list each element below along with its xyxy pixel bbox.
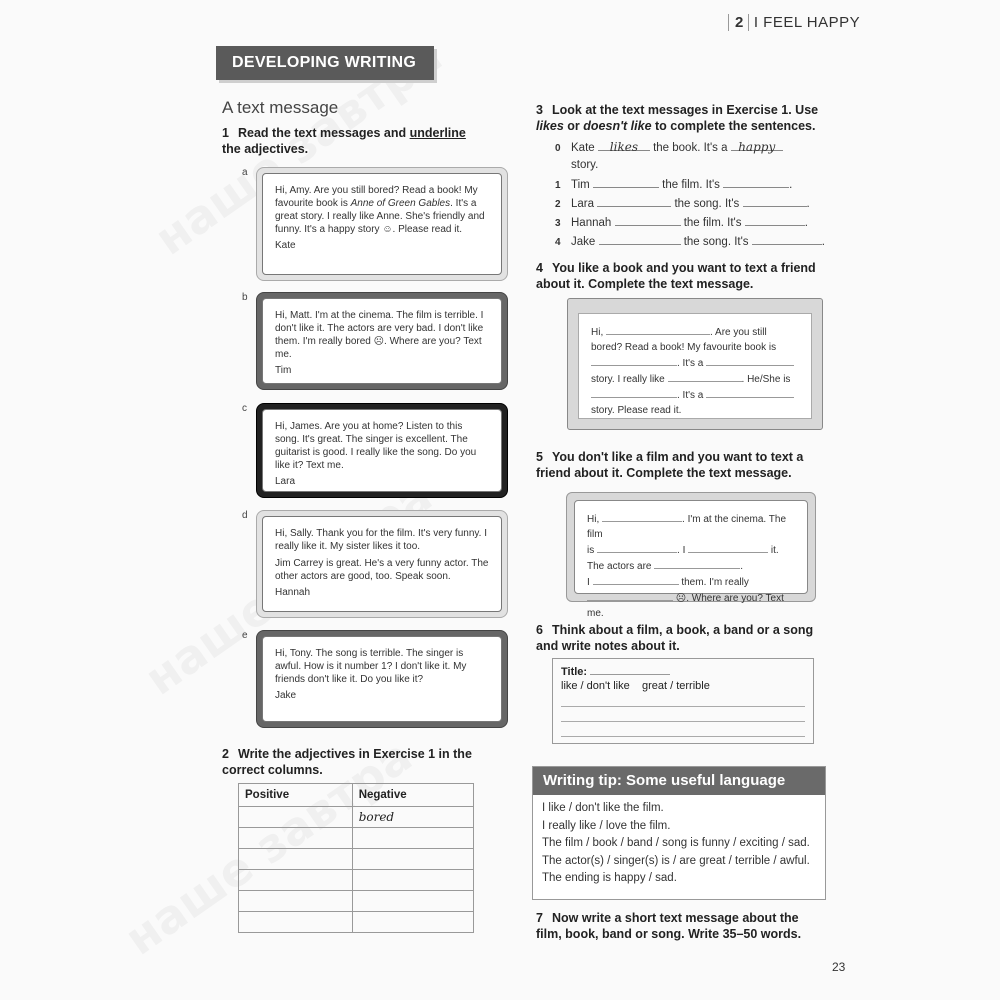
ex3-row-2: [555, 194, 810, 214]
msg-text: them. I'm really: [681, 577, 749, 588]
answer-blank[interactable]: [599, 232, 681, 245]
notes-box[interactable]: [552, 658, 814, 744]
example-answer: happy: [731, 138, 783, 151]
ex3-likes: likes: [536, 119, 564, 133]
ex4-text: You like a book and you want to text a friend about it. Complete the text message.: [536, 261, 816, 291]
ex1-number: 1: [222, 126, 229, 140]
ex5-text: You don't like a film and you want to text a friend about it. Complete the text message.: [536, 450, 804, 480]
ex7-number: 7: [536, 911, 543, 925]
ex7-text: Now write a short text message about the film, book, band or song. Write 35–50 words.: [536, 911, 802, 941]
ex5-instruction: [536, 449, 836, 481]
ex6-instruction: [536, 622, 836, 654]
message-text: Hi, Sally. Thank you for the film. It's very funny. I really like it. My sister likes it too.: [275, 528, 487, 552]
message-letter: a: [242, 167, 248, 178]
ex3-doesnt-like: doesn't like: [583, 119, 652, 133]
msg-text: . Are you still: [710, 327, 767, 338]
answer-blank[interactable]: [606, 324, 710, 335]
ex3-instruction: [536, 102, 836, 134]
ex2-instruction: [222, 746, 502, 778]
msg-text: story. Please read it.: [591, 405, 682, 416]
row-name: Kate: [571, 142, 595, 154]
answer-blank[interactable]: [602, 511, 682, 522]
msg-text: . It's a: [677, 358, 704, 369]
ex6-number: 6: [536, 623, 543, 637]
like-label: like / don't like: [561, 680, 630, 692]
table-cell[interactable]: [352, 849, 473, 870]
unit-header: [728, 14, 860, 31]
row-text: the book. It's a: [653, 142, 728, 154]
msg-text: bored? Read a book! My favourite book is: [591, 342, 777, 353]
row-number: 3: [555, 218, 561, 229]
ex7-instruction: [536, 910, 826, 942]
row-name: Tim: [571, 179, 590, 191]
answer-blank[interactable]: [745, 213, 805, 226]
row-end: .: [821, 236, 825, 248]
ex5-number: 5: [536, 450, 543, 464]
book-title: Anne of Green Gables: [350, 198, 451, 209]
message-signature: Hannah: [275, 587, 311, 598]
ex3-text: Look at the text messages in Exercise 1. Use: [552, 103, 819, 117]
great-label: great / terrible: [641, 680, 710, 692]
answer-blank[interactable]: [654, 558, 740, 569]
section-title: A text message: [222, 98, 339, 117]
ex3-number: 3: [536, 103, 543, 117]
row-text: the film. It's: [662, 179, 720, 191]
tip-line: The ending is happy / sad.: [542, 872, 677, 884]
row-number: 0: [555, 143, 561, 154]
adjectives-table: [238, 783, 474, 933]
unit-title: I FEEL HAPPY: [753, 14, 861, 31]
tip-line: The actor(s) / singer(s) is / are great / terrible / awful.: [542, 854, 810, 867]
message-d: [256, 510, 508, 618]
message-signature: Jake: [275, 690, 297, 701]
table-cell[interactable]: [352, 912, 473, 933]
msg-text: Hi,: [587, 514, 600, 525]
table-cell[interactable]: [239, 912, 353, 933]
msg-text: is: [587, 545, 595, 556]
message-e: [256, 630, 508, 728]
message-text: Hi, Matt. I'm at the cinema. The film is terrible. I don't like it. The actors are very bad. I don't like them. I'm really bored ☹. Where are you? Text me.: [275, 310, 484, 360]
row-name: Jake: [571, 236, 596, 248]
tip-lines: [542, 800, 822, 888]
message-signature: Kate: [275, 240, 296, 251]
message-signature: Tim: [275, 365, 292, 376]
ex3-row-0: [555, 138, 783, 158]
col-positive: Positive: [239, 784, 353, 807]
table-cell[interactable]: [239, 891, 353, 912]
example-answer: likes: [598, 138, 650, 151]
message-text: . It's a great story. I really like Anne. She's friendly and funny. It's a happy story ☺. Please read it.: [275, 198, 485, 235]
section-banner: DEVELOPING WRITING: [216, 46, 434, 80]
msg-text: Hi,: [591, 327, 604, 338]
ex4-device: [567, 298, 823, 430]
answer-blank[interactable]: [706, 355, 794, 366]
answer-blank[interactable]: [593, 574, 679, 585]
msg-text: . It's a: [677, 390, 704, 401]
answer-blank[interactable]: [752, 232, 822, 245]
answer-blank[interactable]: [706, 387, 794, 398]
message-letter: b: [242, 292, 248, 303]
answer-blank[interactable]: [743, 194, 807, 207]
answer-blank[interactable]: [590, 664, 670, 675]
tip-line: I like / don't like the film.: [542, 802, 664, 814]
row-end: .: [806, 198, 810, 210]
row-name: Lara: [571, 198, 595, 210]
msg-text: story. I really like: [591, 374, 665, 385]
answer-blank[interactable]: [597, 542, 677, 553]
ex5-phone: [566, 492, 816, 619]
table-cell[interactable]: [239, 870, 353, 891]
message-text: Hi, James. Are you at home? Listen to this song. It's great. The singer is excellent. The guitarist is good. I really like the song. Do you like it? Text me.: [275, 421, 477, 471]
ex4-instruction: [536, 260, 836, 292]
message-text: Hi, Amy. Are you still bored? Read a book! My favourite book is: [275, 185, 478, 209]
message-c: [256, 403, 508, 498]
col-negative: Negative: [352, 784, 473, 807]
tip-line: I really like / love the film.: [542, 819, 671, 832]
table-cell[interactable]: [239, 849, 353, 870]
msg-text: . I: [677, 545, 686, 556]
message-letter: e: [242, 630, 248, 641]
msg-text: ☹. Where are you? Text me.: [587, 593, 784, 619]
answer-blank[interactable]: [688, 542, 768, 553]
ex1-instruction: [222, 125, 482, 157]
ex3-row-4: [555, 232, 825, 252]
table-cell[interactable]: [352, 828, 473, 849]
row-number: 4: [555, 237, 561, 248]
msg-text: I: [587, 577, 590, 588]
ex3-row-0-end: story.: [571, 159, 599, 171]
answer-blank[interactable]: [591, 355, 677, 366]
msg-text: The actors are: [587, 561, 652, 572]
row-text: the song. It's: [674, 198, 740, 210]
row-end: .: [804, 217, 808, 229]
ex6-text: Think about a film, a book, a band or a song and write notes about it.: [536, 623, 814, 653]
ex1-text-after: the adjectives.: [222, 142, 309, 156]
ex4-number: 4: [536, 261, 543, 275]
ex1-underlined: underline: [409, 126, 466, 140]
table-cell[interactable]: [239, 828, 353, 849]
table-cell[interactable]: [352, 870, 473, 891]
answer-blank[interactable]: [615, 213, 681, 226]
row-number: 2: [555, 199, 561, 210]
table-cell[interactable]: [239, 807, 353, 828]
msg-text: . I'm at the cinema. The film: [587, 514, 787, 540]
message-a: [256, 167, 508, 281]
row-end: .: [789, 179, 793, 191]
example-answer: bored: [352, 807, 473, 828]
note-line[interactable]: [561, 692, 805, 707]
message-text: Hi, Tony. The song is terrible. The singer is awful. How is it number 1? I don't like it. My friends don't like it. Do you like it?: [275, 648, 467, 685]
page-number: 23: [832, 960, 846, 974]
tip-line: The film / book / band / song is funny / exciting / sad.: [542, 837, 810, 849]
row-text: the song. It's: [683, 236, 749, 248]
note-line[interactable]: [561, 707, 805, 722]
message-signature: Lara: [275, 476, 296, 487]
answer-blank[interactable]: [593, 175, 659, 188]
answer-blank[interactable]: [597, 194, 671, 207]
ex3-text: or: [563, 119, 584, 133]
title-label: Title:: [561, 666, 588, 678]
ex3-text: to complete the sentences.: [651, 119, 816, 133]
unit-number: 2: [728, 14, 744, 31]
ex3-row-1: [555, 175, 792, 195]
answer-blank[interactable]: [591, 387, 677, 398]
row-text: the film. It's: [683, 217, 742, 229]
msg-text: it.: [770, 545, 779, 556]
row-number: 1: [555, 180, 561, 191]
writing-tip-title: Writing tip: Some useful language: [533, 767, 825, 795]
msg-text: . He/She is: [741, 374, 791, 385]
message-letter: c: [242, 403, 247, 414]
answer-blank[interactable]: [587, 590, 673, 601]
message-b: [256, 292, 508, 390]
ex2-text: Write the adjectives in Exercise 1 in the correct columns.: [222, 747, 472, 777]
ex2-number: 2: [222, 747, 229, 761]
answer-blank[interactable]: [723, 175, 789, 188]
answer-blank[interactable]: [668, 371, 742, 382]
note-line[interactable]: [561, 722, 805, 737]
message-text: Jim Carrey is great. He's a very funny actor. The other actors are good, too. Speak soon.: [275, 558, 489, 582]
row-name: Hannah: [571, 217, 612, 229]
table-cell[interactable]: [352, 891, 473, 912]
ex1-text: Read the text messages and: [238, 126, 410, 140]
msg-text: .: [740, 561, 744, 572]
message-letter: d: [242, 510, 248, 521]
ex3-row-3: [555, 213, 808, 233]
